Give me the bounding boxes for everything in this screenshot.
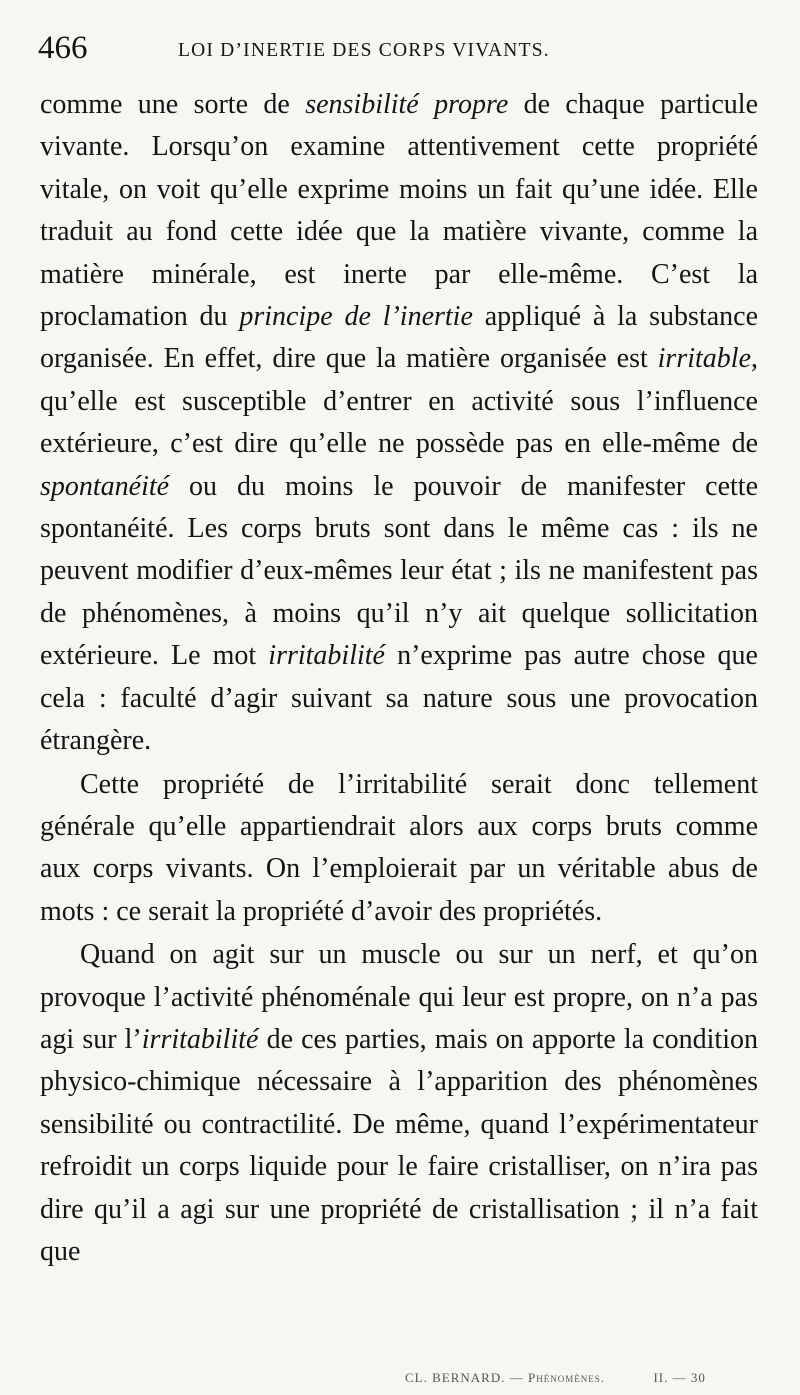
paragraph: [40, 764, 758, 934]
body-text: [40, 84, 758, 1273]
text-run: n’exprime pas autre chose que cela : faculté d’agir suivant sa nature sous une provocation étrangère.: [40, 640, 758, 757]
footer-signature: CL. BERNARD. — Phénomènes.: [405, 1370, 605, 1385]
italic-text: irritable: [657, 343, 751, 375]
text-run: de chaque particule vivante. Lorsqu’on examine attentivement cette propriété vitale, on voit qu’elle exprime moins un fait qu’une idée. Elle traduit au fond cette idée que la matière vivante, comme la matière minérale, est inerte par elle-même. C’est la proclamation du: [40, 89, 759, 333]
footer-sheet: II. — 30: [653, 1370, 706, 1385]
paragraph: [40, 84, 758, 763]
italic-text: irritabilité: [268, 640, 385, 672]
page-footer: [405, 1370, 706, 1386]
italic-text: principe de l’inertie: [239, 301, 473, 333]
text-run: ou du moins le pouvoir de manifester cette spontanéité. Les corps bruts sont dans le même cas : ils ne peuvent modifier d’eux-mêmes leur état ; ils ne manifestent pas de phénomènes, à moins qu’il n’y ait quelque sollicitation extérieure. Le mot: [40, 470, 758, 672]
text-run: Quand on agit sur un muscle ou sur un nerf, et qu’on provoque l’activité phénoménale qui leur est propre, on n’a pas agi sur l’: [40, 939, 758, 1055]
italic-text: sensibilité propre: [305, 89, 509, 120]
text-run: , qu’elle est susceptible d’entrer en activité sous l’influence extérieure, c’est dire qu’elle ne possède pas en elle-même de: [40, 343, 758, 460]
running-title: LOI D’INERTIE DES CORPS VIVANTS.: [178, 40, 550, 61]
text-run: Cette propriété de l’irritabilité serait donc tellement générale qu’elle appartiendrait alors aux corps bruts comme aux corps vivants. On l’emploierait par un véritable abus de mots : ce serait la propriété d’avoir des propriétés.: [40, 768, 758, 927]
page-header: [38, 28, 778, 78]
text-run: de ces parties, mais on apporte la condition physico-chimique nécessaire à l’apparition des phénomènes sensibilité ou contractilité. De même, quand l’expérimentateur refroidit un corps liquide pour le faire cristalliser, on n’ira pas dire qu’il a agi sur une propriété de cristallisation ; il n’a fait que: [40, 1023, 758, 1267]
text-run: appliqué à la substance organisée. En effet, dire que la matière organisée est: [40, 301, 759, 375]
italic-text: irritabilité: [141, 1023, 259, 1055]
paragraph: [40, 934, 758, 1273]
italic-text: spontanéité: [40, 470, 170, 502]
page-number: 466: [38, 30, 88, 66]
text-run: comme une sorte de: [40, 89, 306, 120]
